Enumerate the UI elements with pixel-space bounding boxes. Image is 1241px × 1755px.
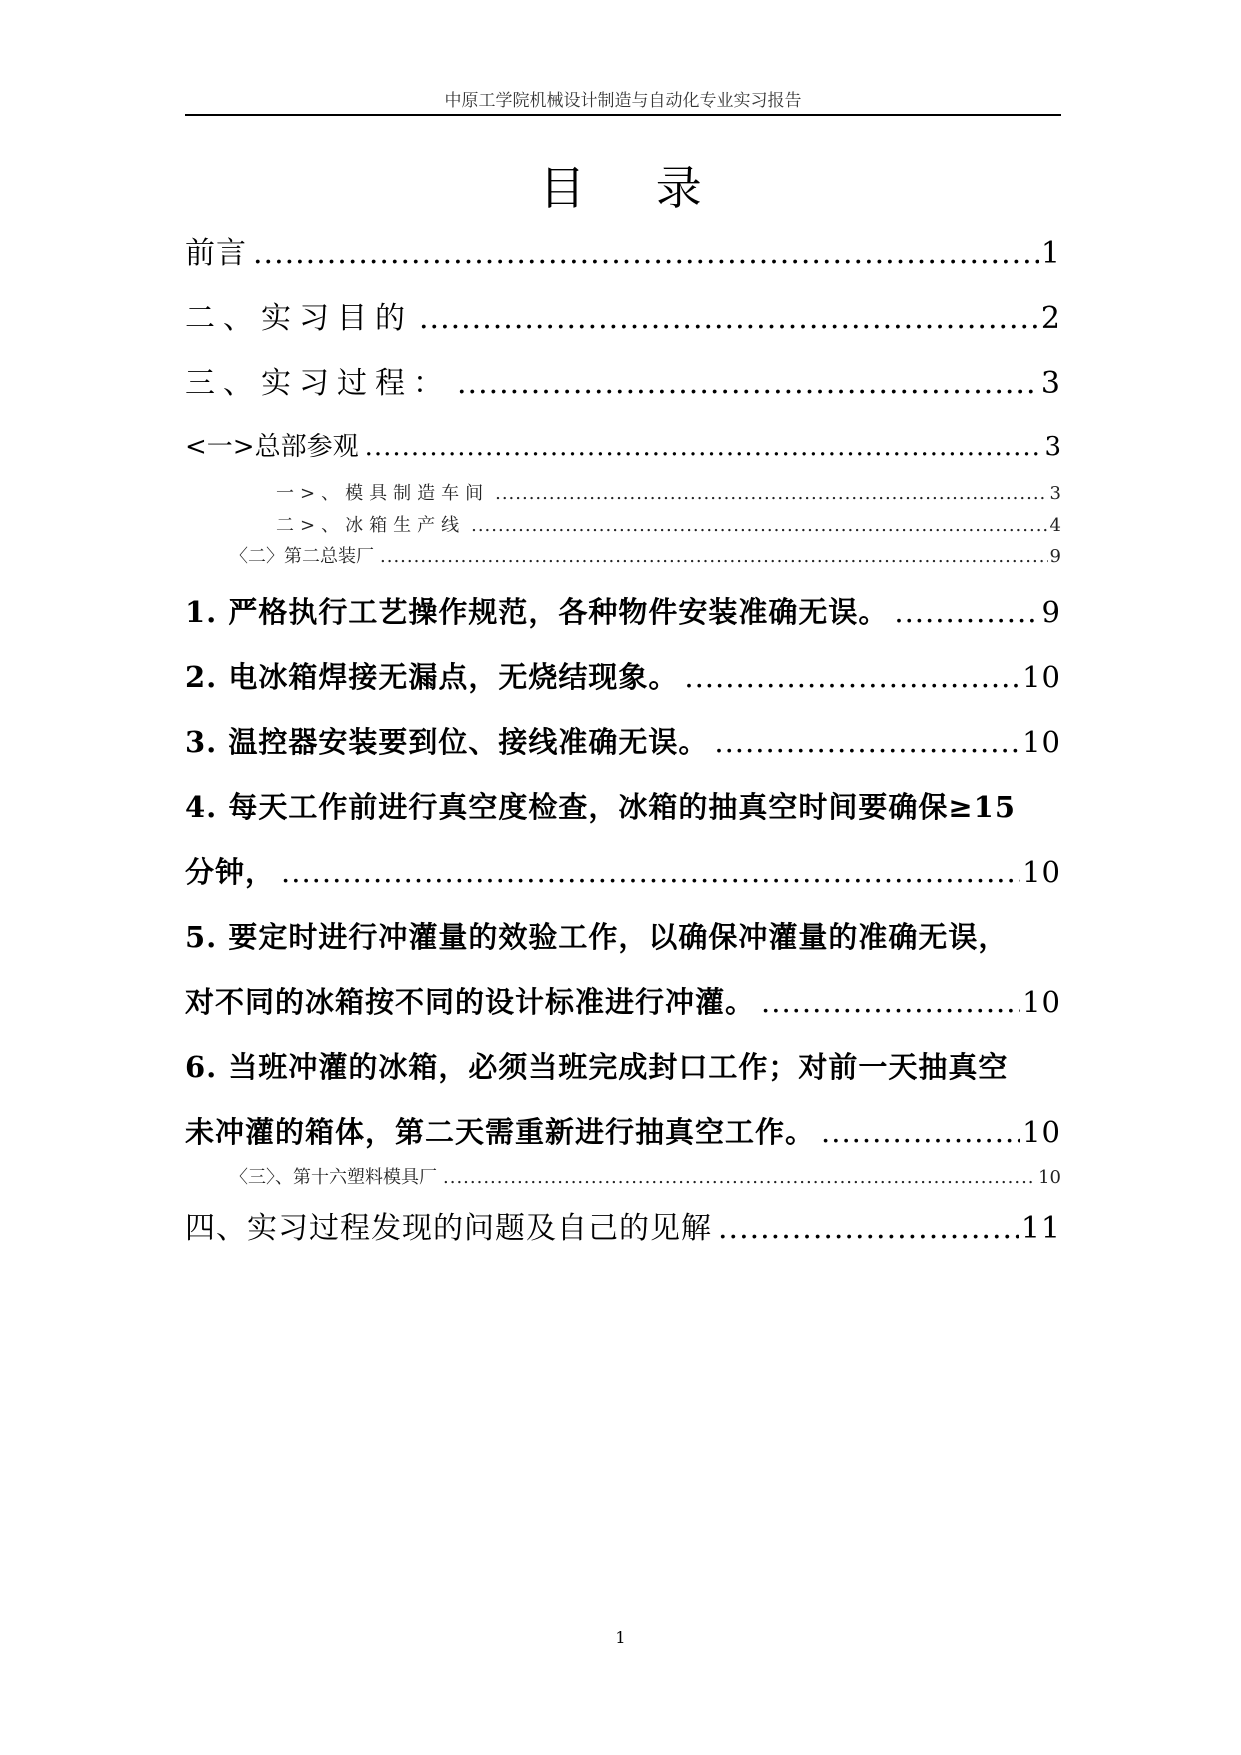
toc-entry-label: 〈三〉、第十六塑料模具厂 xyxy=(230,1167,437,1188)
toc-entry-label: 一>、模具制造车间 xyxy=(276,483,490,504)
toc-entry-item-6[interactable] xyxy=(185,1110,1061,1151)
toc-entry-label: 分钟， xyxy=(185,855,276,889)
toc-entry-fridge-line[interactable] xyxy=(276,511,1061,537)
toc-entry-page: 2 xyxy=(1040,301,1061,336)
toc-entry-mold-workshop[interactable] xyxy=(276,479,1061,505)
toc-entry-preface[interactable] xyxy=(185,228,1061,272)
toc-entry-page: 1 xyxy=(1040,236,1061,271)
toc-entry-plastic-mold-plant[interactable] xyxy=(230,1163,1061,1189)
toc-entry-item-5-line1[interactable]: 5. 要定时进行冲灌量的效验工作，以确保冲灌量的准确无误， xyxy=(185,920,1009,954)
toc-entry-label: 〈二〉第二总装厂 xyxy=(230,546,374,567)
page-number: 1 xyxy=(615,1628,626,1647)
toc-entry-page: 10 xyxy=(1022,985,1061,1019)
toc-leader-dots xyxy=(821,1115,1020,1149)
toc-entry-label: 四、实习过程发现的问题及自己的见解 xyxy=(185,1211,712,1246)
toc-leader-dots xyxy=(471,515,1047,536)
toc-entry-label: 二、实习目的 xyxy=(185,301,413,336)
toc-leader-dots xyxy=(684,660,1020,694)
toc-entry-item-5[interactable] xyxy=(185,980,1061,1021)
toc-entry-label: 对不同的冰箱按不同的设计标准进行冲灌。 xyxy=(185,985,756,1019)
toc-leader-dots xyxy=(281,855,1020,889)
toc-entry-page: 3 xyxy=(1049,483,1061,504)
toc-entry-page: 9 xyxy=(1049,546,1061,567)
toc-leader-dots xyxy=(419,301,1039,336)
toc-entry-label: 未冲灌的箱体，第二天需重新进行抽真空工作。 xyxy=(185,1115,816,1149)
toc-entry-label: 三、实习过程： xyxy=(185,366,451,401)
toc-entry-page: 9 xyxy=(1041,595,1061,629)
toc-entry-item-4-line1[interactable]: 4. 每天工作前进行真空度检查，冰箱的抽真空时间要确保≥15 xyxy=(185,790,1017,824)
toc-leader-dots xyxy=(365,432,1043,462)
page-title: 目 录 xyxy=(539,161,730,215)
toc-entry-label: <一>总部参观 xyxy=(185,432,359,462)
toc-leader-dots xyxy=(495,483,1047,504)
toc-entry-label: 二>、冰箱生产线 xyxy=(276,515,466,536)
toc-entry-process[interactable] xyxy=(185,358,1061,402)
toc-leader-dots xyxy=(253,236,1039,271)
toc-leader-dots xyxy=(718,1211,1019,1246)
header-rule xyxy=(185,114,1061,116)
toc-leader-dots xyxy=(761,985,1020,1019)
toc-entry-item-2[interactable] xyxy=(185,655,1061,696)
toc-entry-item-4[interactable] xyxy=(185,850,1061,891)
toc-entry-item-1[interactable] xyxy=(185,590,1061,631)
toc-entry-label: 前言 xyxy=(185,236,247,271)
toc-entry-label: 3. 温控器安装要到位、接线准确无误。 xyxy=(185,725,709,759)
toc-entry-problems[interactable] xyxy=(185,1203,1061,1247)
toc-entry-page: 3 xyxy=(1040,366,1061,401)
toc-leader-dots xyxy=(457,366,1039,401)
toc-leader-dots xyxy=(714,725,1020,759)
toc-entry-item-6-line1[interactable]: 6. 当班冲灌的冰箱，必须当班完成封口工作；对前一天抽真空 xyxy=(185,1050,1009,1084)
toc-leader-dots xyxy=(380,546,1048,567)
toc-leader-dots xyxy=(443,1167,1036,1188)
toc-entry-label: 2. 电冰箱焊接无漏点，无烧结现象。 xyxy=(185,660,679,694)
toc-entry-label: 1. 严格执行工艺操作规范，各种物件安装准确无误。 xyxy=(185,595,889,629)
toc-entry-page: 10 xyxy=(1022,725,1061,759)
toc-entry-page: 10 xyxy=(1022,660,1061,694)
toc-entry-headquarters[interactable] xyxy=(185,426,1061,463)
toc-entry-assembly-plant[interactable] xyxy=(230,542,1061,568)
page-header: 中原工学院机械设计制造与自动化专业实习报告 xyxy=(444,91,802,111)
toc-entry-page: 11 xyxy=(1020,1211,1061,1246)
toc-entry-page: 10 xyxy=(1038,1167,1061,1188)
toc-entry-page: 4 xyxy=(1049,515,1061,536)
toc-leader-dots xyxy=(894,595,1039,629)
toc-entry-purpose[interactable] xyxy=(185,293,1061,337)
toc-entry-page: 10 xyxy=(1022,1115,1061,1149)
toc-entry-page: 10 xyxy=(1022,855,1061,889)
toc-entry-item-3[interactable] xyxy=(185,720,1061,761)
toc-entry-page: 3 xyxy=(1044,432,1061,462)
